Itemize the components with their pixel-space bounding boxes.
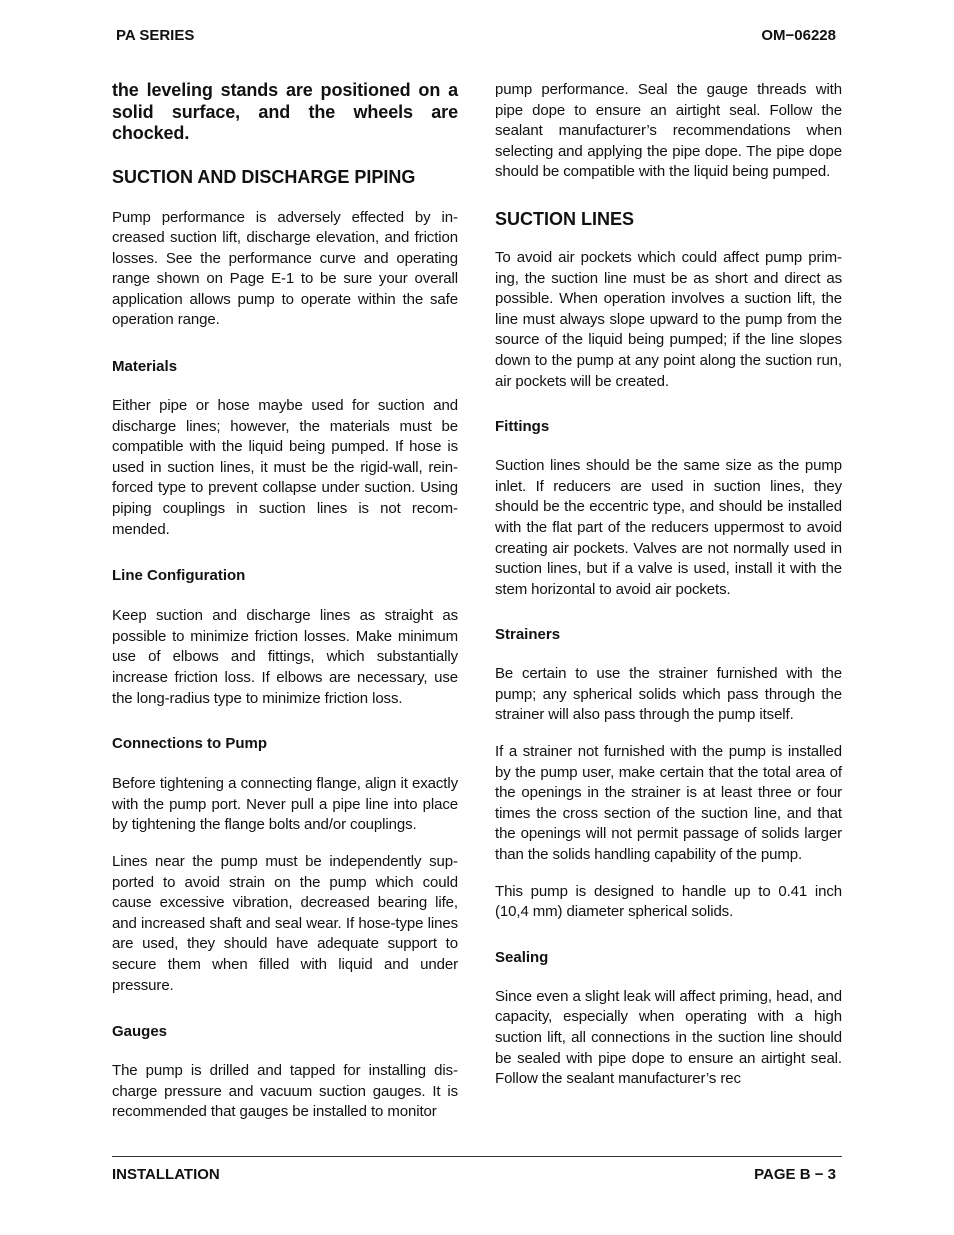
heading-materials: Materials bbox=[112, 358, 178, 376]
heading-gauges: Gauges bbox=[112, 1023, 168, 1041]
sealing-paragraph: Since even a slight leak will affect priming, head, and capacity, especially when operating with a high suction lift, all connections in the suction line should be sealed with pipe dope to ensure an airtight seal. Follow the sealant manufacturer’s rec bbox=[495, 987, 842, 1088]
fittings-paragraph: Suction lines should be the same size as the pump inlet. If reducers are used in suction lines, they should be the eccentric type, and should be installed with the flat part of the reducers uppermost to avoid creating air pockets. Valves are not normally used in suction lines, but if a valve is used, install it with the stem horizontal to avoid air pockets. bbox=[495, 457, 842, 598]
section-title-suction-lines: SUCTION LINES bbox=[495, 208, 635, 229]
heading-connections: Connections to Pump bbox=[112, 735, 267, 753]
intro-paragraph: Pump performance is adversely effected by increased suction lift, discharge elevation, and friction losses. See the performance curve and operating range shown on Page E-1 to be sure your overall application allows pump to operate within the safe operation range. bbox=[112, 208, 458, 329]
right-column bbox=[495, 80, 842, 1090]
heading-strainers: Strainers bbox=[495, 626, 561, 644]
suction-intro-paragraph: To avoid air pockets which could affect pump priming, the suction line must be as short and direct as possible. When operation involves a suction lift, the line must always slope upward to the pump from the source of the liquid being pumped; if the line slopes down to the pump at any point along the suction run, air pockets will be created. bbox=[495, 248, 842, 390]
connections-paragraph-2: Lines near the pump must be independently supported to avoid strain on the pump which could cause excessive vibration, decreased bearing life, and increased shaft and seal wear. If hose-type lines are used, they should have adequate support to secure them when filled with liquid and under pressure. bbox=[112, 852, 458, 994]
strainers-paragraph-1: Be certain to use the strainer furnished with the pump; any spherical solids which pass through the strainer will also pass through the pump itself. bbox=[495, 665, 842, 724]
heading-fittings: Fittings bbox=[495, 418, 550, 436]
connections-paragraph-1: Before tightening a connecting flange, align it exactly with the pump port. Never pull a pipe line into place by tightening the flange bolts and/or couplings. bbox=[112, 775, 458, 834]
lead-text: the leveling stands are positioned on a solid surface, and the wheels are chocked. bbox=[112, 80, 458, 143]
materials-paragraph: Either pipe or hose maybe used for suction and discharge lines; however, the materials must be compatible with the liquid being pumped. If hose is used in suction lines, it must be the rigid-wall, reinforced type to prevent collapse under suction. Using piping couplings in suction lines is not recommended. bbox=[112, 397, 458, 538]
section-title-piping: SUCTION AND DISCHARGE PIPING bbox=[112, 166, 416, 187]
left-column bbox=[112, 80, 458, 1123]
gauges-paragraph: The pump is drilled and tapped for installing discharge pressure and vacuum suction gauges. It is recommended that gauges be installed to monitor bbox=[112, 1062, 458, 1121]
header-series: PA SERIES bbox=[116, 27, 195, 44]
strainers-paragraph-3: This pump is designed to handle up to 0.41 inch (10,4 mm) diameter spherical solids. bbox=[495, 882, 842, 921]
footer-page-number: PAGE B − 3 bbox=[754, 1166, 836, 1183]
line-configuration-paragraph: Keep suction and discharge lines as straight as possible to minimize friction losses. Make minimum use of elbows and fittings, which substantially increase friction loss. If elbows are necessary, use the long-radius type to minimize friction loss. bbox=[112, 607, 458, 707]
strainers-paragraph-2: If a strainer not furnished with the pump is installed by the pump user, make certain that the total area of the openings in the strainer is at least three or four times the cross section of the suction line, and that the openings will not permit passage of solids larger than the solids handling capability of the pump. bbox=[495, 743, 842, 864]
heading-sealing: Sealing bbox=[495, 948, 549, 966]
header-document-number: OM−06228 bbox=[761, 27, 836, 44]
footer-divider bbox=[112, 1156, 842, 1157]
footer-section-name: INSTALLATION bbox=[112, 1166, 220, 1183]
gauges-continuation-paragraph: pump performance. Seal the gauge threads with pipe dope to ensure an airtight seal. Follow the sealant manufacturer’s recommendations when selecting and applying the pipe dope. The pipe dope should be compatible with the liquid being pumped. bbox=[495, 81, 842, 181]
heading-line-configuration: Line Configuration bbox=[112, 567, 246, 585]
